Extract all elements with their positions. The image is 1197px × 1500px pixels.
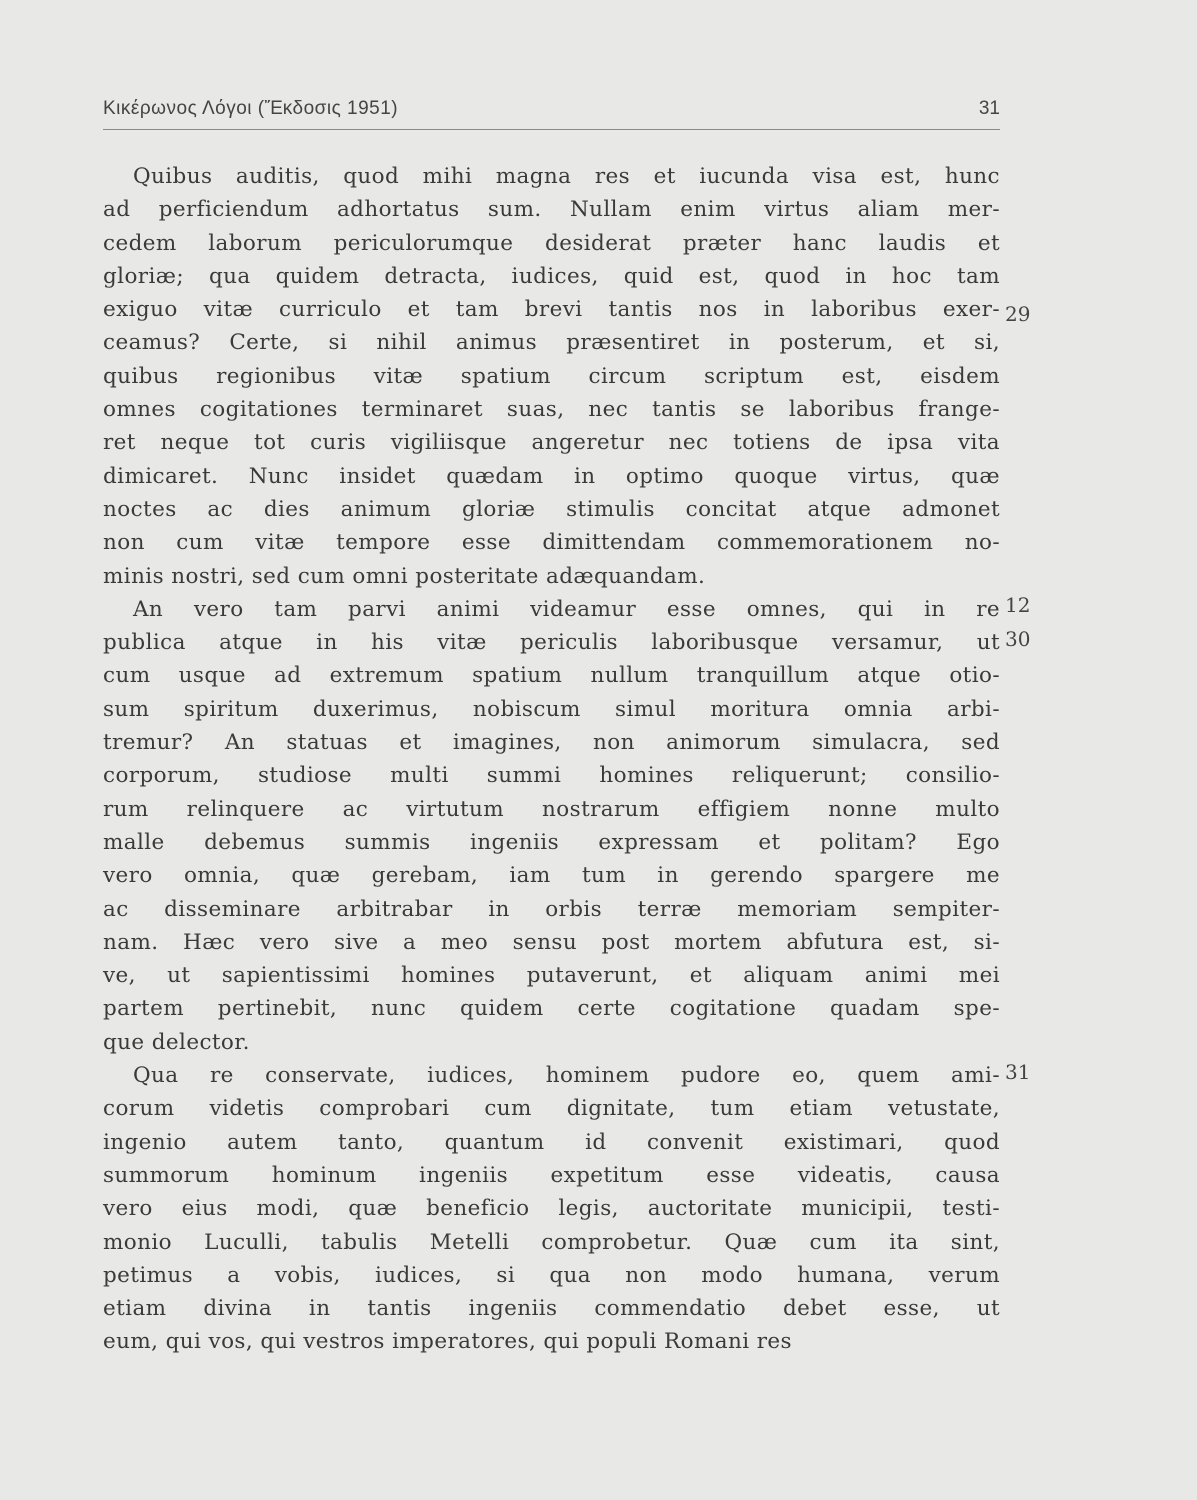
running-header xyxy=(103,98,1000,128)
text-line: rum relinquere ac virtutum nostrarum effigiem nonne multo xyxy=(103,796,1000,822)
chapter-number: 12 xyxy=(1005,593,1031,617)
text-line: nam. Hæc vero sive a meo sensu post mortem abfutura est, si- xyxy=(103,929,1000,955)
text-line: corum videtis comprobari cum dignitate, tum etiam vetustate, xyxy=(103,1096,1000,1122)
text-line: minis nostri, sed cum omni posteritate adæquandam. xyxy=(103,563,706,589)
text-line: ac disseminare arbitrabar in orbis terræ memoriam sempiter- xyxy=(103,896,1000,922)
text-line: exiguo vitæ curriculo et tam brevi tantis nos in laboribus exer- xyxy=(103,297,1000,323)
text-line: corporum, studiose multi summi homines reliquerunt; consilio- xyxy=(103,763,1000,789)
header-rule xyxy=(103,129,1000,130)
text-line: ingenio autem tanto, quantum id convenit existimari, quod xyxy=(103,1129,1000,1155)
text-line: cum usque ad extremum spatium nullum tranquillum atque otio- xyxy=(103,663,1000,689)
text-line: Qua re conservate, iudices, hominem pudore eo, quem ami- xyxy=(133,1063,1000,1089)
text-line: etiam divina in tantis ingeniis commendatio debet esse, ut xyxy=(103,1296,1000,1322)
text-line: ceamus? Certe, si nihil animus præsentiret in posterum, et si, xyxy=(103,330,1000,356)
text-line: monio Luculli, tabulis Metelli comprobetur. Quæ cum ita sint, xyxy=(103,1229,1000,1255)
running-title: Κικέρωνος Λόγοι (Ἔκδοσις 1951) xyxy=(103,98,399,119)
page-body xyxy=(103,160,1000,1359)
text-line: partem pertinebit, nunc quidem certe cogitatione quadam spe- xyxy=(103,996,1000,1022)
text-line: quibus regionibus vitæ spatium circum scriptum est, eisdem xyxy=(103,363,1000,389)
text-line: omnes cogitationes terminaret suas, nec tantis se laboribus frange- xyxy=(103,397,1000,423)
text-line: eum, qui vos, qui vestros imperatores, qui populi Romani res xyxy=(103,1329,792,1355)
text-line: petimus a vobis, iudices, si qua non modo humana, verum xyxy=(103,1262,1000,1288)
text-line: non cum vitæ tempore esse dimittendam commemorationem no- xyxy=(103,530,1000,556)
text-line: ret neque tot curis vigiliisque angeretur nec totiens de ipsa vita xyxy=(103,430,1000,456)
section-number: 29 xyxy=(1005,302,1031,326)
text-line: sum spiritum duxerimus, nobiscum simul moritura omnia arbi- xyxy=(103,696,1000,722)
text-line: tremur? An statuas et imagines, non animorum simulacra, sed xyxy=(103,730,1000,756)
text-line: ad perficiendum adhortatus sum. Nullam enim virtus aliam mer- xyxy=(103,197,1000,223)
text-line: que delector. xyxy=(103,1029,250,1055)
text-line: noctes ac dies animum gloriæ stimulis concitat atque admonet xyxy=(103,496,1000,522)
text-line: ve, ut sapientissimi homines putaverunt, et aliquam animi mei xyxy=(103,963,1000,989)
section-number: 30 xyxy=(1005,627,1031,651)
text-line: Quibus auditis, quod mihi magna res et iucunda visa est, hunc xyxy=(133,164,1000,189)
page-number: 31 xyxy=(978,98,1000,119)
text-line: summorum hominum ingeniis expetitum esse videatis, causa xyxy=(103,1162,1000,1188)
text-line: publica atque in his vitæ periculis laboribusque versamur, ut xyxy=(103,630,1000,656)
text-line: vero eius modi, quæ beneficio legis, auctoritate municipii, testi- xyxy=(103,1196,1000,1222)
text-line: An vero tam parvi animi videamur esse omnes, qui in re xyxy=(133,596,1000,622)
section-number: 31 xyxy=(1005,1060,1031,1084)
text-line: gloriæ; qua quidem detracta, iudices, quid est, quod in hoc tam xyxy=(103,263,1000,289)
text-line: vero omnia, quæ gerebam, iam tum in gerendo spargere me xyxy=(103,863,1000,889)
text-line: malle debemus summis ingeniis expressam et politam? Ego xyxy=(103,829,1000,855)
text-line: cedem laborum periculorumque desiderat præter hanc laudis et xyxy=(103,230,1000,256)
text-line: dimicaret. Nunc insidet quædam in optimo quoque virtus, quæ xyxy=(103,463,1000,489)
